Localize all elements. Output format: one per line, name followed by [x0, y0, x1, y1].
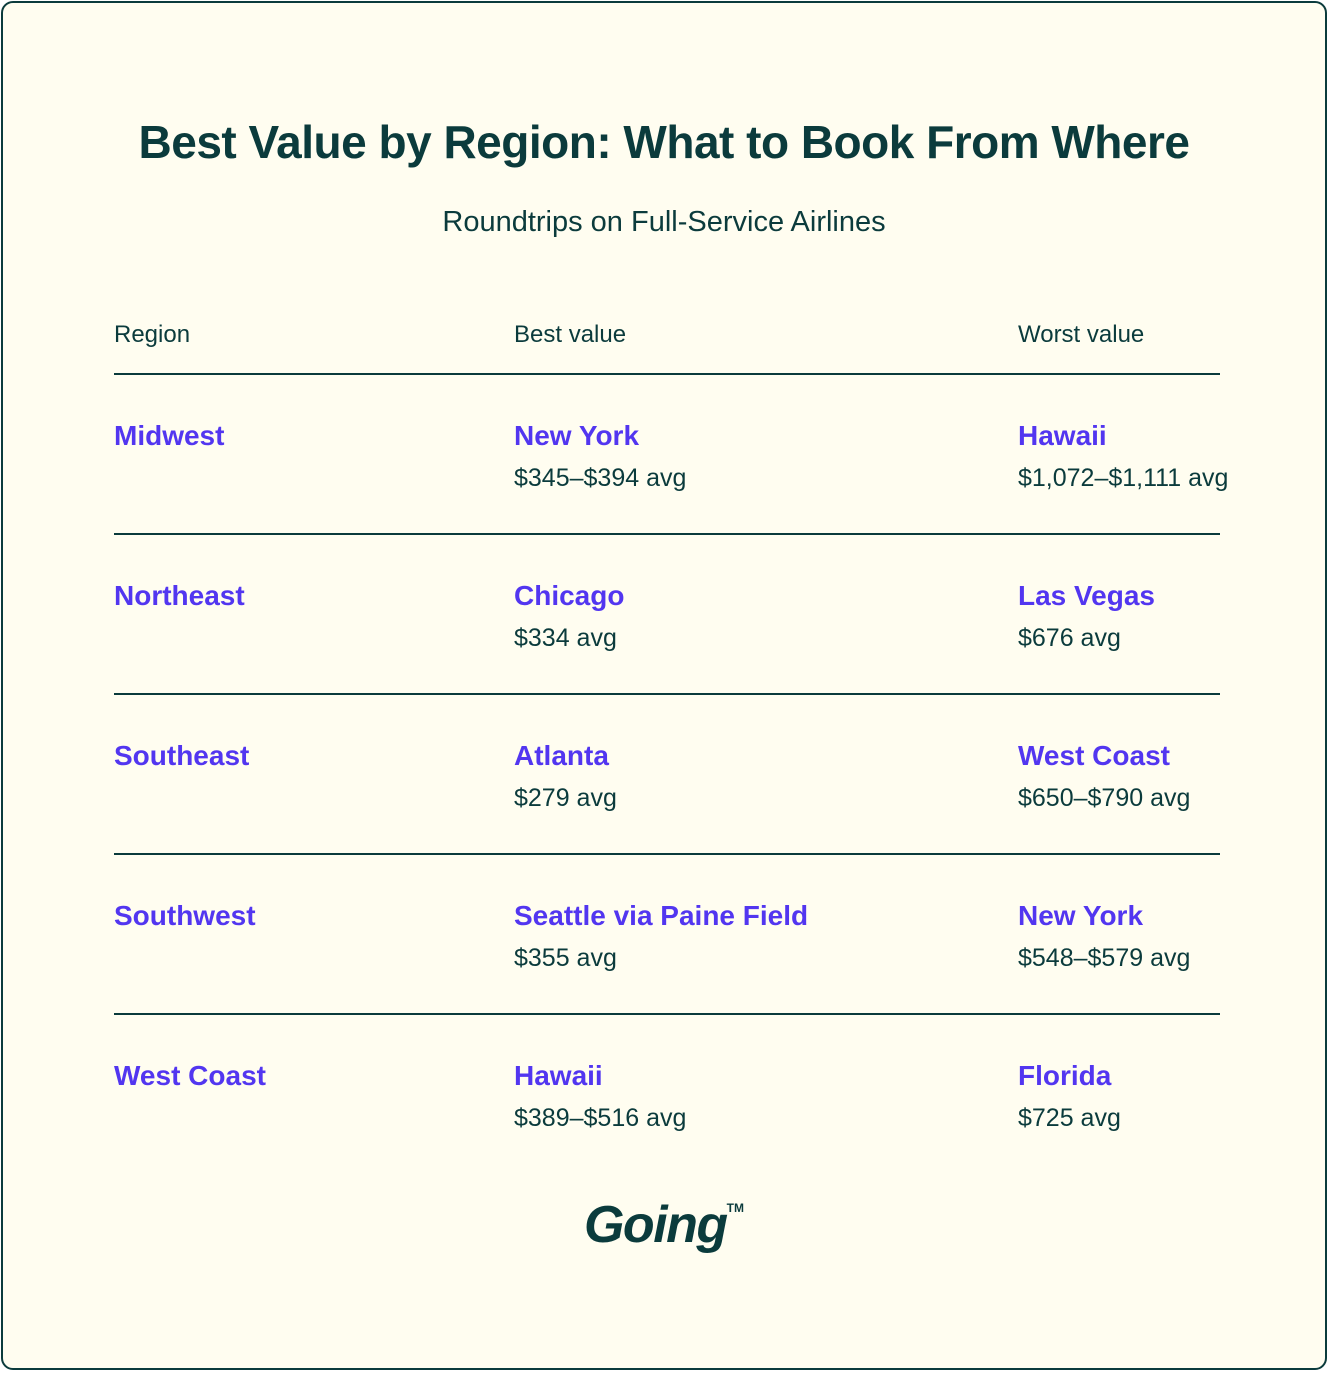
worst-price: $548–$579 avg [1018, 944, 1191, 972]
best-price: $345–$394 avg [514, 464, 687, 492]
worst-price: $650–$790 avg [1018, 784, 1191, 812]
worst-price: $1,072–$1,111 avg [1018, 464, 1229, 492]
region-name: West Coast [114, 1060, 266, 1091]
best-price: $279 avg [514, 784, 617, 812]
table-row [114, 900, 1220, 1040]
best-destination: Seattle via Paine Field [514, 900, 809, 931]
page-title: Best Value by Region: What to Book From Where [138, 116, 1190, 168]
divider [114, 693, 1220, 695]
page-subtitle: Roundtrips on Full-Service Airlines [442, 206, 886, 238]
divider [114, 1013, 1220, 1015]
worst-destination: Florida [1018, 1060, 1112, 1091]
table-row [114, 580, 1220, 720]
infographic-card [1, 1, 1327, 1370]
worst-destination: West Coast [1018, 740, 1170, 771]
header-best-value: Best value [514, 321, 627, 348]
best-destination: Hawaii [514, 1060, 603, 1091]
trademark-mark: TM [726, 1200, 744, 1215]
divider [114, 373, 1220, 375]
best-price: $389–$516 avg [514, 1104, 687, 1132]
table-row [114, 1060, 1220, 1200]
logo-text: Going [583, 1196, 727, 1254]
worst-price: $676 avg [1018, 624, 1121, 652]
header-region: Region [114, 321, 191, 348]
best-destination: Atlanta [514, 740, 609, 771]
best-destination: Chicago [514, 580, 625, 611]
best-price: $334 avg [514, 624, 617, 652]
header-worst-value: Worst value [1018, 321, 1145, 348]
worst-destination: Hawaii [1018, 420, 1107, 451]
region-name: Midwest [114, 420, 225, 451]
table-row [114, 740, 1220, 880]
table-row [114, 420, 1229, 560]
worst-price: $725 avg [1018, 1104, 1121, 1132]
region-name: Northeast [114, 580, 245, 611]
best-destination: New York [514, 420, 640, 451]
going-logo [3, 1195, 1325, 1255]
table-header [114, 321, 1220, 361]
region-name: Southwest [114, 900, 256, 931]
divider [114, 853, 1220, 855]
worst-destination: Las Vegas [1018, 580, 1155, 611]
divider [114, 533, 1220, 535]
region-name: Southeast [114, 740, 250, 771]
worst-destination: New York [1018, 900, 1144, 931]
best-price: $355 avg [514, 944, 617, 972]
